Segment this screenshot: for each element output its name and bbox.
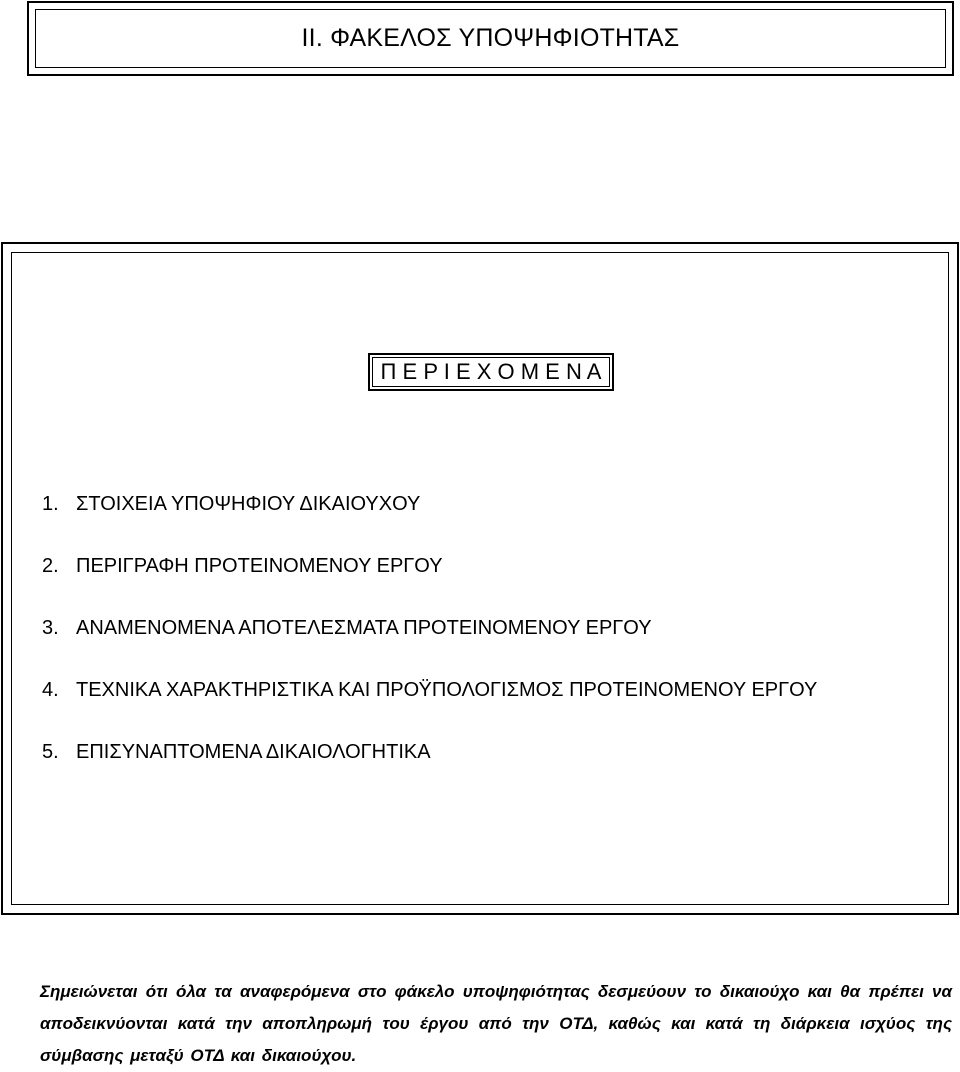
toc-item-number: 1. <box>42 493 59 515</box>
table-of-contents <box>42 489 817 799</box>
toc-item-label: ΠΕΡΙΓΡΑΦΗ ΠΡΟΤΕΙΝΟΜΕΝΟΥ ΕΡΓΟΥ <box>76 555 443 577</box>
toc-item-label: ΕΠΙΣΥΝΑΠΤΟΜΕΝΑ ΔΙΚΑΙΟΛΟΓΗΤΙΚΑ <box>76 741 431 763</box>
toc-item-3 <box>42 613 817 675</box>
contents-heading-box <box>368 353 614 391</box>
toc-item-label: ΤΕΧΝΙΚΑ ΧΑΡΑΚΤΗΡΙΣΤΙΚΑ ΚΑΙ ΠΡΟΫΠΟΛΟΓΙΣΜΟΣ ΠΡΟΤΕΙΝΟΜΕΝΟΥ ΕΡΓΟΥ <box>76 679 818 701</box>
title-box-inner <box>35 9 946 68</box>
contents-heading: Π Ε Ρ Ι Ε Χ Ο Μ Ε Ν Α <box>380 359 602 384</box>
toc-item-number: 2. <box>42 555 59 577</box>
toc-item-number: 3. <box>42 617 59 639</box>
toc-item-number: 5. <box>42 741 59 763</box>
toc-item-number: 4. <box>42 679 59 701</box>
toc-item-4 <box>42 675 817 737</box>
toc-item-2 <box>42 551 817 613</box>
contents-box <box>1 242 959 915</box>
toc-item-5 <box>42 737 817 799</box>
toc-item-label: ΣΤΟΙΧΕΙΑ ΥΠΟΨΗΦΙΟΥ ΔΙΚΑΙΟΥΧΟΥ <box>76 493 421 515</box>
page-title: II. ΦΑΚΕΛΟΣ ΥΠΟΨΗΦΙΟΤΗΤΑΣ <box>301 24 680 52</box>
toc-item-label: ΑΝΑΜΕΝΟΜΕΝΑ ΑΠΟΤΕΛΕΣΜΑΤΑ ΠΡΟΤΕΙΝΟΜΕΝΟΥ ΕΡΓΟΥ <box>76 617 652 639</box>
note-paragraph: Σημειώνεται ότι όλα τα αναφερόμενα στο φάκελο υποψηφιότητας δεσμεύουν το δικαιούχο και θα πρέπει να αποδεικνύονται κατά την αποπληρωμή του έργου από την ΟΤΔ, καθώς και κατά τη διάρκεια ισχύος της σύμβασης μεταξύ ΟΤΔ και δικαιούχου. <box>40 982 952 1065</box>
title-box <box>27 1 954 76</box>
contents-heading-box-inner <box>372 357 610 387</box>
toc-item-1 <box>42 489 817 551</box>
contents-box-inner <box>11 252 949 905</box>
